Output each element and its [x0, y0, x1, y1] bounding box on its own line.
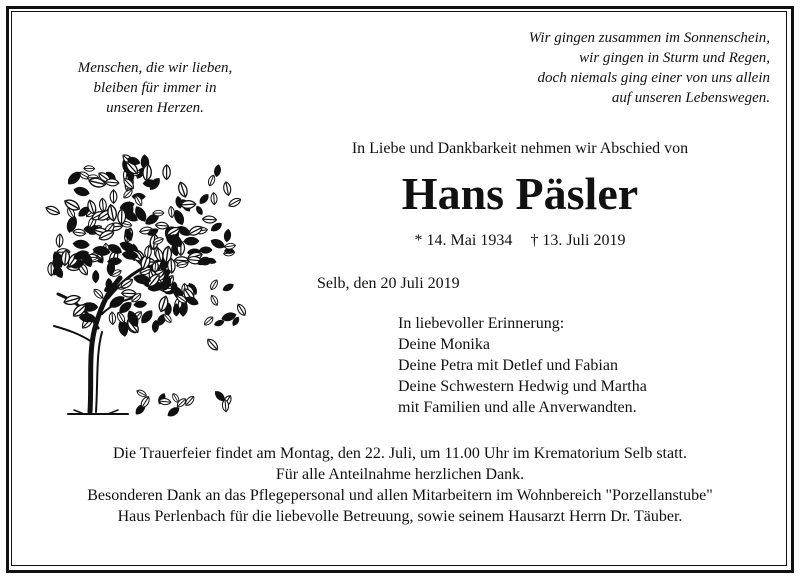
deceased-name: Hans Päsler — [401, 168, 639, 219]
footer-line: Haus Perlenbach für die liebevolle Betreuung, sowie seinem Hausarzt Herrn Dr. Täuber. — [117, 508, 683, 525]
poem-left-line: Menschen, die wir lieben, — [77, 60, 233, 76]
mourner-line: Deine Petra mit Detlef und Fabian — [398, 357, 618, 374]
footer-line: Die Trauerfeier findet am Montag, den 22. Juli, um 11.00 Uhr im Krematorium Selb statt. — [113, 445, 687, 462]
poem-right-line: auf unseren Lebenswegen. — [611, 90, 770, 106]
footer-text — [20, 443, 780, 527]
poem-right-line: wir gingen in Sturm und Regen, — [579, 50, 770, 66]
mourner-line: In liebevoller Erinnerung: — [398, 315, 565, 332]
mourner-line: Deine Monika — [398, 336, 490, 353]
windswept-tree-icon — [28, 128, 250, 424]
poem-right — [430, 28, 770, 108]
intro-text: In Liebe und Dankbarkeit nehmen wir Abschied von — [351, 140, 689, 157]
death-date: † 13. Juli 2019 — [530, 232, 626, 249]
mourner-line: mit Familien und alle Anverwandten. — [398, 399, 637, 416]
place-date: Selb, den 20 Juli 2019 — [317, 275, 460, 292]
birth-date: * 14. Mai 1934 — [414, 232, 513, 249]
life-dates — [300, 232, 740, 250]
poem-left-line: unseren Herzen. — [106, 100, 204, 116]
mourner-line: Deine Schwestern Hedwig und Martha — [398, 378, 647, 395]
poem-left — [40, 58, 270, 118]
poem-right-line: Wir gingen zusammen im Sonnenschein, — [528, 30, 770, 46]
footer-line: Besonderen Dank an das Pflegepersonal und allen Mitarbeitern im Wohnbereich "Porzellanstube" — [87, 487, 713, 504]
mourners-list — [398, 313, 647, 418]
footer-line: Für alle Anteilnahme herzlichen Dank. — [275, 466, 525, 483]
poem-right-line: doch niemals ging einer von uns allein — [537, 70, 770, 86]
poem-left-line: bleiben für immer in — [93, 80, 217, 96]
